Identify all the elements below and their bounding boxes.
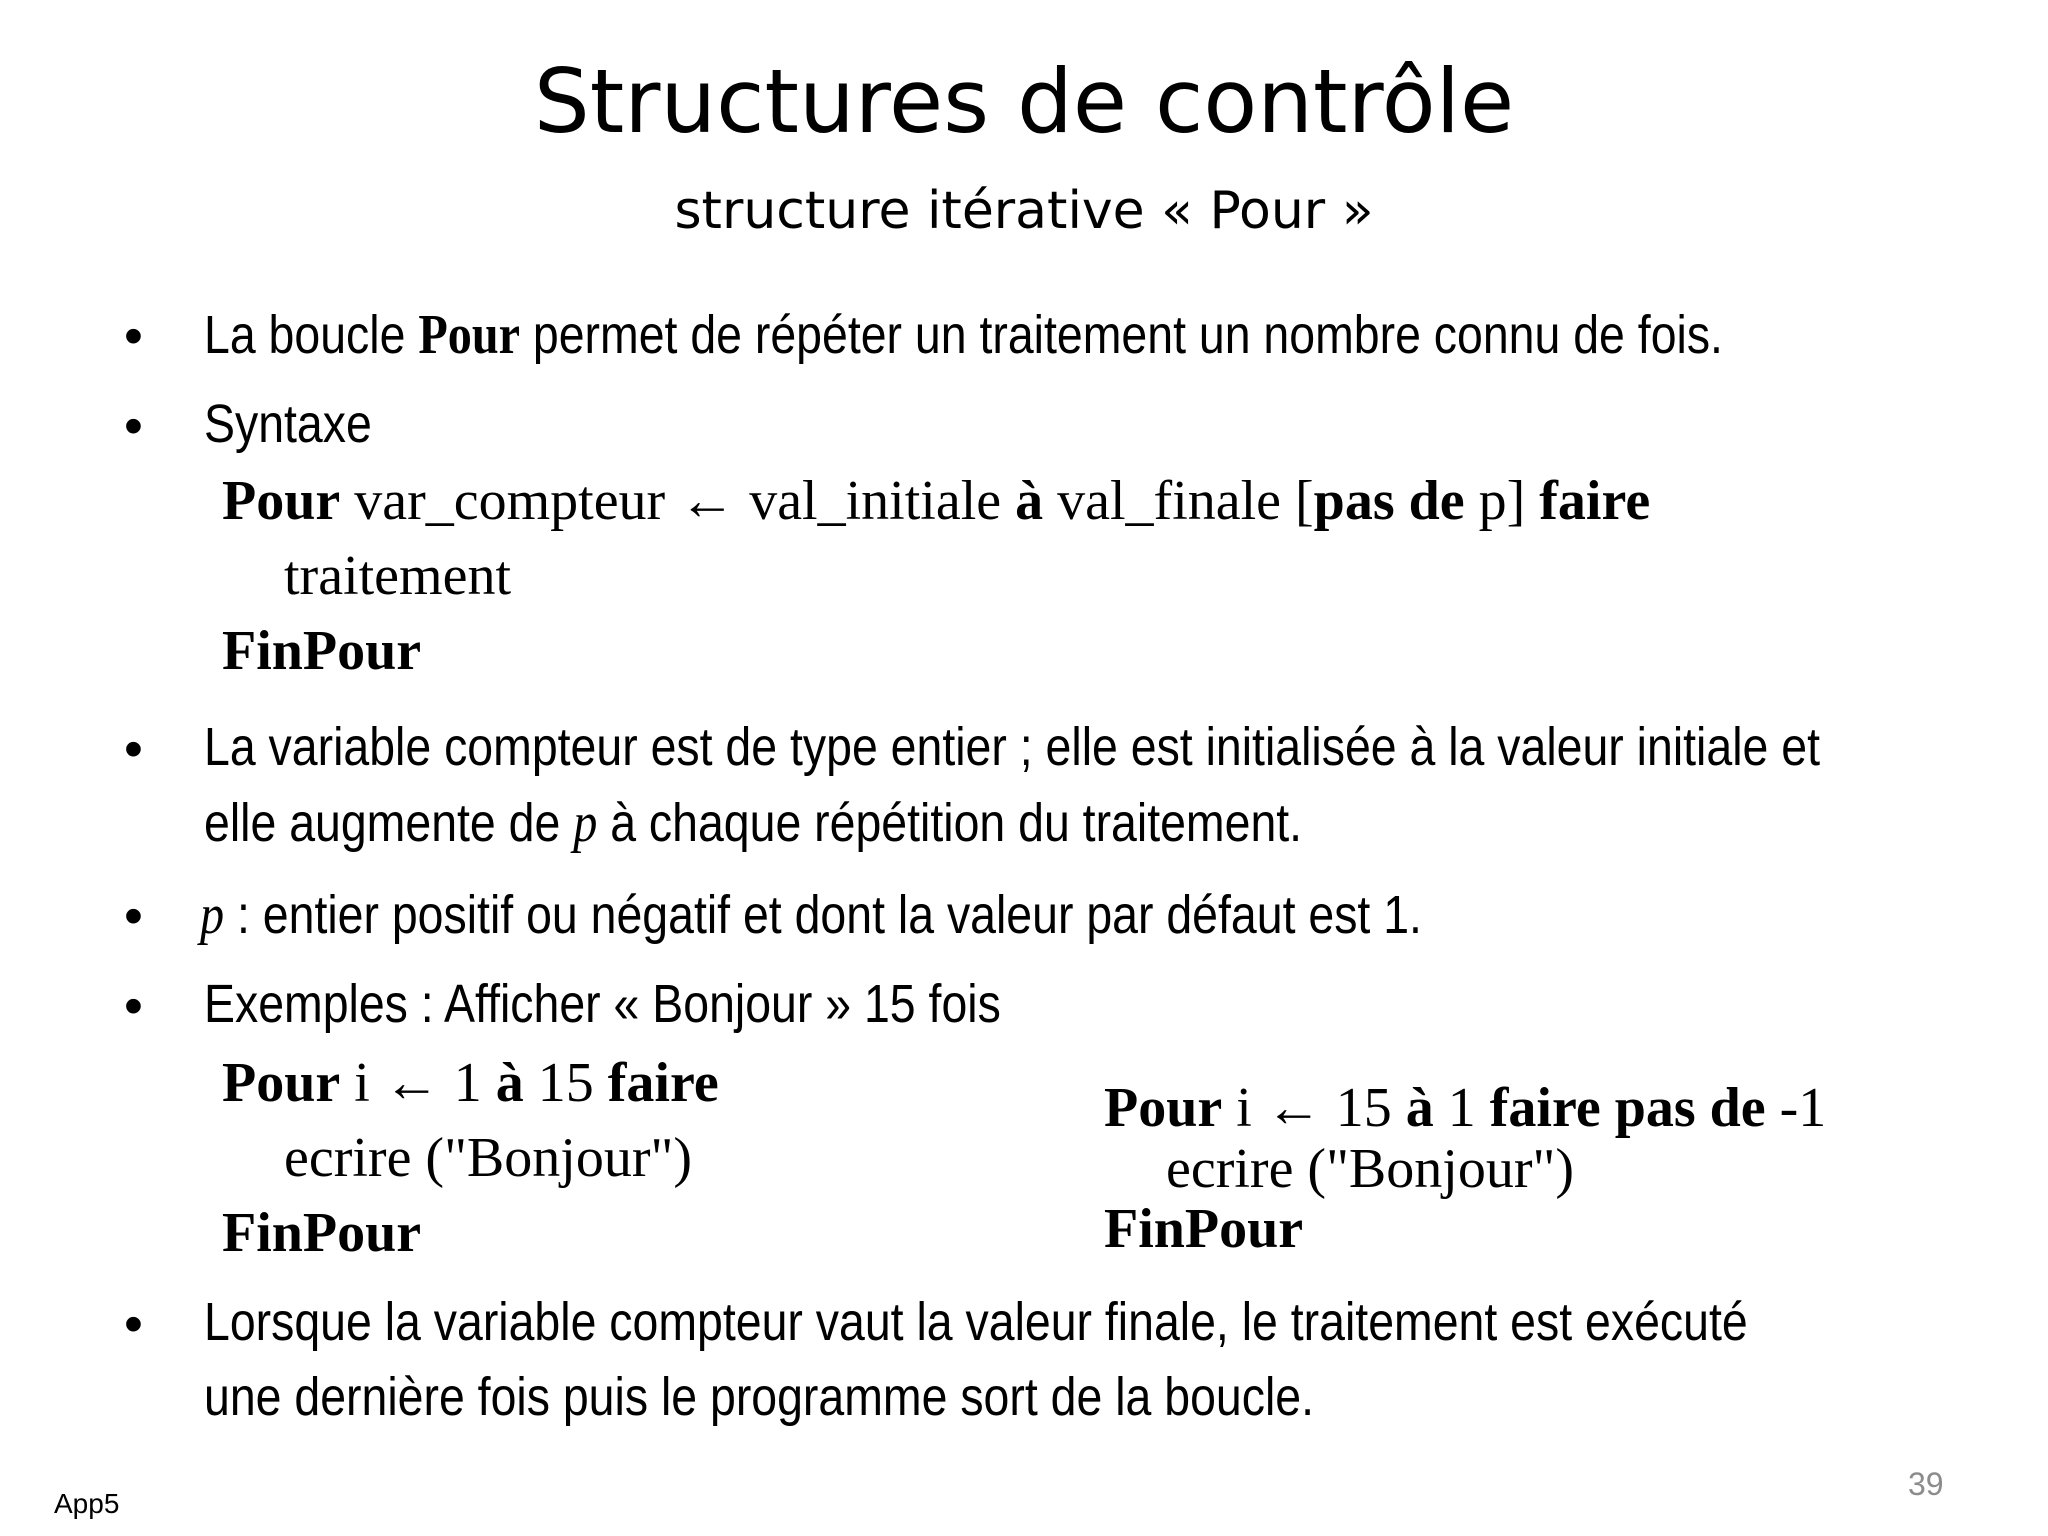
bullet-marker: •	[124, 976, 143, 1036]
bullet-3-line-2: elle augmente de p à chaque répétition du traitement.	[204, 792, 1303, 854]
bullet-5: Exemples : Afficher « Bonjour » 15 fois	[204, 974, 1001, 1034]
slide-subtitle: structure itérative « Pour »	[674, 181, 1374, 241]
example-1-body: ecrire ("Bonjour")	[284, 1127, 692, 1189]
syntax-body: traitement	[284, 545, 512, 607]
bullet-4: p : entier positif ou négatif et dont la valeur par défaut est 1.	[200, 884, 1422, 946]
example-1-end: FinPour	[222, 1202, 422, 1264]
bullet-marker: •	[124, 886, 143, 946]
keyword-pour: Pour	[418, 304, 520, 366]
bullet-6-line-2: une dernière fois puis le programme sort de la boucle.	[204, 1367, 1315, 1427]
example-1-line-1: Pour i ← 1 à 15 faire	[222, 1052, 719, 1114]
bullet-marker: •	[124, 306, 143, 366]
syntax-line-1: Pour var_compteur ← val_initiale à val_finale [pas de p] faire	[222, 470, 1651, 532]
syntax-end: FinPour	[222, 620, 422, 682]
bullet-3-line-1: La variable compteur est de type entier ; elle est initialisée à la valeur initiale et	[204, 717, 1820, 777]
bullet-6-line-1: Lorsque la variable compteur vaut la valeur finale, le traitement est exécuté	[204, 1292, 1748, 1352]
example-2-body: ecrire ("Bonjour")	[1166, 1138, 1574, 1200]
bullet-2: Syntaxe	[204, 394, 372, 454]
example-2-line-1: Pour i ← 15 à 1 faire pas de -1	[1104, 1077, 1827, 1139]
bullet-marker: •	[124, 396, 143, 456]
footer-label: App5	[54, 1488, 120, 1519]
page-number: 39	[1908, 1466, 1944, 1502]
bullet-marker: •	[124, 719, 143, 779]
example-2-end: FinPour	[1104, 1198, 1304, 1260]
bullet-marker: •	[124, 1294, 143, 1354]
bullet-1: La boucle Pour permet de répéter un traitement un nombre connu de fois.	[204, 304, 1723, 366]
slide-title: Structures de contrôle	[533, 50, 1515, 153]
